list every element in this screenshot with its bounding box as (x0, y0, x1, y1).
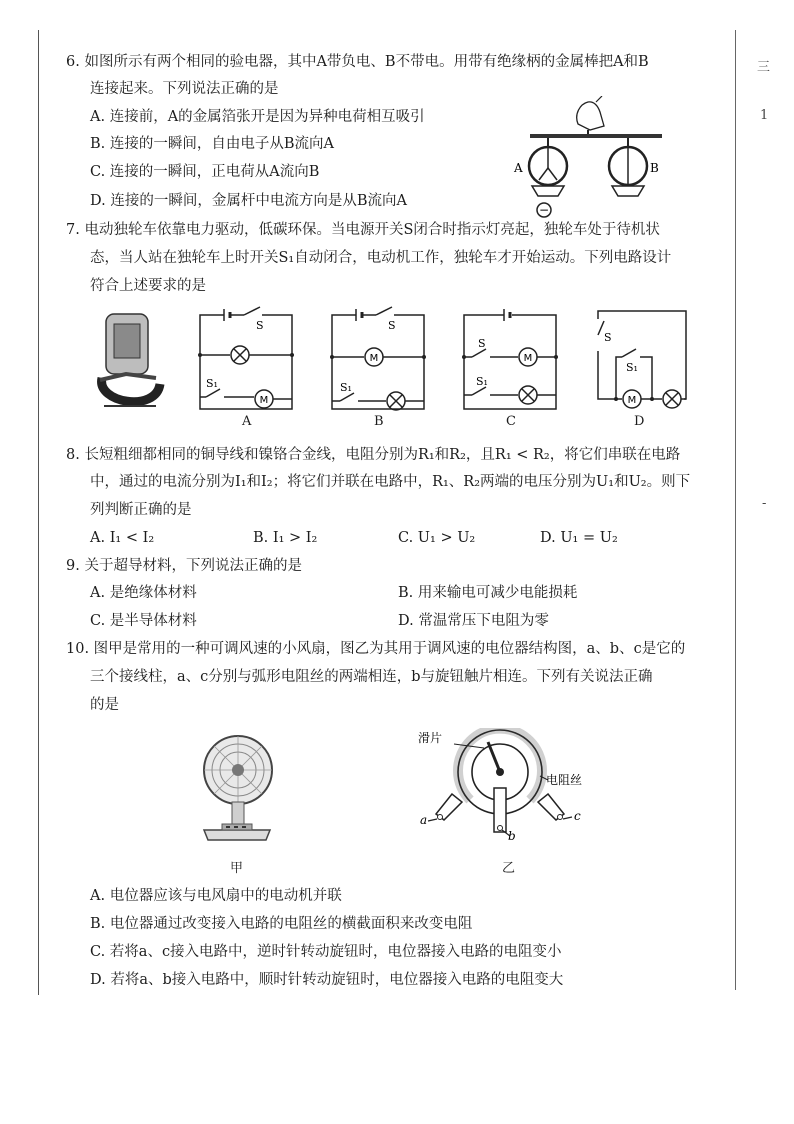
circuit-d-caption: D (634, 414, 645, 429)
circuit-b (328, 305, 428, 417)
fig-yi-caption: 乙 (502, 861, 516, 876)
circuit-b-switch-s1-label: S₁ (340, 381, 352, 394)
terminal-b-label: b (508, 829, 516, 843)
circuit-b-switch-s-label: S (388, 319, 396, 332)
q10-stem-line1: 10. 图甲是常用的一种可调风速的小风扇，图乙为其用于调风速的电位器结构图，a、b、c是它的 (66, 641, 686, 657)
margin-mark-low: - (762, 496, 767, 511)
circuit-b-motor-label: M (369, 353, 379, 364)
q9-stem: 9. 关于超导材料，下列说法正确的是 (66, 558, 302, 574)
q8-stem-line2: 中，通过的电流分别为I₁和I₂；将它们并联在电路中，R₁、R₂两端的电压分别为U₁和U₂。则下 (90, 474, 691, 490)
q6-stem-line2: 连接起来。下列说法正确的是 (90, 81, 279, 97)
circuit-c-caption: C (506, 414, 516, 429)
margin-mark-top: 三 (757, 60, 771, 75)
q9-option-a: A. 是绝缘体材料 (90, 585, 197, 601)
terminal-a-label: a (420, 813, 428, 827)
q10-stem-line3: 的是 (90, 697, 119, 713)
q9-option-c: C. 是半导体材料 (90, 613, 197, 629)
q9-option-b: B. 用来输电可减少电能损耗 (398, 585, 578, 601)
right-margin-line (735, 30, 736, 990)
q6-option-c: C. 连接的一瞬间，正电荷从A流向B (90, 164, 320, 180)
q7-stem-line3: 符合上述要求的是 (90, 278, 206, 294)
q6-option-d: D. 连接的一瞬间，金属杆中电流方向是从B流向A (90, 193, 407, 209)
q9-option-d: D. 常温常压下电阻为零 (398, 613, 549, 629)
circuit-c-motor-label: M (523, 353, 533, 364)
fan-image (196, 732, 278, 844)
q8-option-b: B. I₁ > I₂ (253, 530, 318, 546)
margin-mark-mid: 1 (760, 108, 769, 123)
circuit-d-motor-label: M (627, 395, 637, 406)
q8-option-c: C. U₁ > U₂ (398, 530, 476, 546)
q10-option-d: D. 若将a、b接入电路中，顺时针转动旋钮时，电位器接入电路的电阻变大 (90, 972, 564, 988)
slider-label: 滑片 (418, 731, 443, 745)
q8-stem-line3: 列判断正确的是 (90, 502, 192, 518)
q6-stem-line1: 6. 如图所示有两个相同的验电器，其中A带负电、B不带电。用带有绝缘柄的金属棒把A和B (66, 54, 649, 70)
circuit-b-caption: B (374, 414, 384, 429)
circuit-a-motor-label: M (259, 395, 269, 406)
circuit-a-caption: A (242, 414, 252, 429)
electroscope-b-label: B (650, 161, 659, 175)
unicycle-image (96, 308, 166, 413)
fig-jia-caption: 甲 (230, 861, 244, 876)
potentiometer-diagram (418, 728, 586, 848)
q10-option-c: C. 若将a、c接入电路中，逆时针转动旋钮时，电位器接入电路的电阻变小 (90, 944, 562, 960)
q8-option-d: D. U₁ = U₂ (540, 530, 618, 546)
q6-option-a: A. 连接前，A的金属箔张开是因为异种电荷相互吸引 (90, 109, 425, 125)
circuit-d-switch-s-label: S (604, 331, 612, 344)
circuit-c (460, 305, 560, 417)
circuit-a (196, 305, 296, 417)
q8-option-a: A. I₁ < I₂ (90, 530, 155, 546)
q8-stem-line1: 8. 长短粗细都相同的铜导线和镍铬合金线，电阻分别为R₁和R₂，且R₁ < R₂，将它们串联在电路 (66, 447, 681, 463)
terminal-c-label: c (574, 809, 581, 823)
electroscope-figure (508, 96, 688, 221)
q6-option-b: B. 连接的一瞬间，自由电子从B流向A (90, 136, 334, 152)
q10-option-a: A. 电位器应该与电风扇中的电动机并联 (90, 888, 342, 904)
q10-stem-line2: 三个接线柱，a、c分别与弧形电阻丝的两端相连，b与旋钮触片相连。下列有关说法正确 (90, 669, 653, 685)
circuit-d (590, 305, 692, 417)
circuit-a-switch-s-label: S (256, 319, 264, 332)
q7-stem-line1: 7. 电动独轮车依靠电力驱动，低碳环保。当电源开关S闭合时指示灯亮起，独轮车处于待机状 (66, 222, 660, 238)
resistance-wire-label: 电阻丝 (546, 773, 583, 787)
circuit-c-switch-s-label: S (478, 337, 486, 350)
left-margin-line (38, 30, 39, 995)
charge-sign-label: − (538, 203, 550, 217)
circuit-c-switch-s1-label: S₁ (476, 375, 488, 388)
circuit-d-switch-s1-label: S₁ (626, 361, 638, 374)
q7-stem-line2: 态，当人站在独轮车上时开关S₁自动闭合，电动机工作，独轮车才开始运动。下列电路设计 (90, 250, 672, 266)
circuit-a-switch-s1-label: S₁ (206, 377, 218, 390)
electroscope-a-label: A (514, 161, 523, 175)
q10-option-b: B. 电位器通过改变接入电路的电阻丝的横截面积来改变电阻 (90, 916, 473, 932)
